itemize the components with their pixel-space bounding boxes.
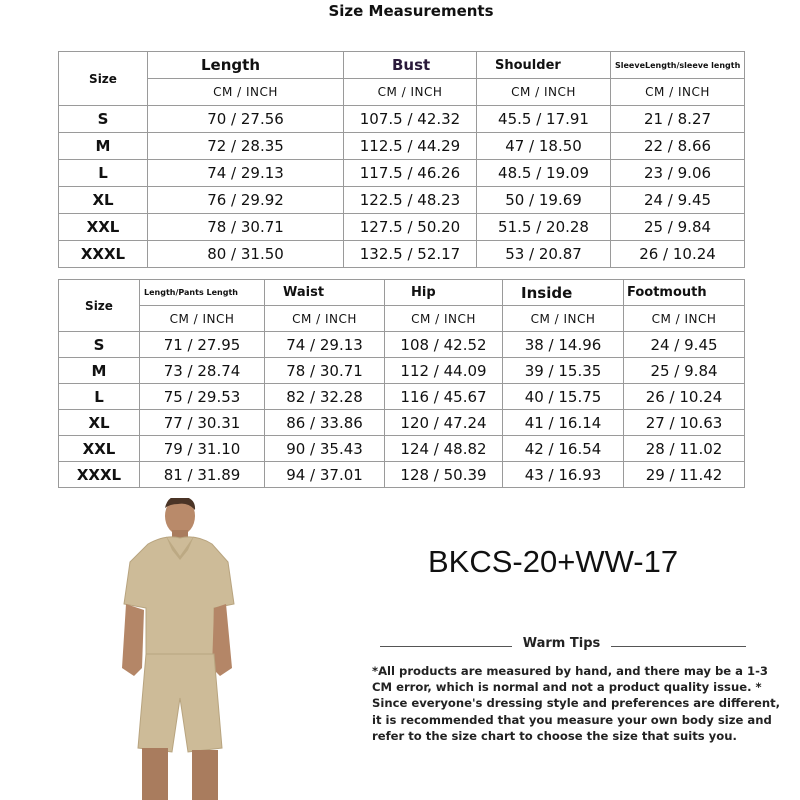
- measurement-cell: 112.5 / 44.29: [344, 133, 477, 160]
- measurement-cell: 27 / 10.63: [624, 410, 745, 436]
- measurement-cell: 120 / 47.24: [385, 410, 503, 436]
- measurement-cell: 112 / 44.09: [385, 358, 503, 384]
- column-header-inside: Inside: [503, 280, 624, 306]
- measurement-cell: 38 / 14.96: [503, 332, 624, 358]
- page-title: Size Measurements: [328, 2, 494, 20]
- unit-label: CM / INCH: [385, 306, 503, 332]
- measurement-cell: 28 / 11.02: [624, 436, 745, 462]
- measurement-cell: 71 / 27.95: [140, 332, 265, 358]
- measurement-cell: 77 / 30.31: [140, 410, 265, 436]
- measurement-cell: 116 / 45.67: [385, 384, 503, 410]
- measurement-cell: 41 / 16.14: [503, 410, 624, 436]
- measurement-cell: 127.5 / 50.20: [344, 214, 477, 241]
- measurement-cell: 86 / 33.86: [265, 410, 385, 436]
- table-row: [59, 214, 745, 241]
- column-header-hip: Hip: [385, 280, 503, 306]
- column-header-length: Length: [148, 52, 344, 79]
- pants-size-table: [58, 279, 745, 488]
- measurement-cell: 50 / 19.69: [477, 187, 611, 214]
- measurement-cell: 43 / 16.93: [503, 462, 624, 488]
- measurement-cell: 45.5 / 17.91: [477, 106, 611, 133]
- measurement-cell: 90 / 35.43: [265, 436, 385, 462]
- column-header-bust: Bust: [344, 52, 477, 79]
- unit-label: CM / INCH: [148, 79, 344, 106]
- size-cell: XXL: [59, 436, 140, 462]
- table-row: [59, 106, 745, 133]
- size-cell: S: [59, 106, 148, 133]
- unit-label: CM / INCH: [140, 306, 265, 332]
- size-cell: XXXL: [59, 241, 148, 268]
- size-header: Size: [59, 280, 140, 332]
- measurement-cell: 117.5 / 46.26: [344, 160, 477, 187]
- table-row: [59, 462, 745, 488]
- measurement-cell: 73 / 28.74: [140, 358, 265, 384]
- size-cell: M: [59, 358, 140, 384]
- size-cell: M: [59, 133, 148, 160]
- measurement-cell: 128 / 50.39: [385, 462, 503, 488]
- warm-tips-title: Warm Tips: [522, 636, 601, 651]
- tips-line: Since everyone's dressing style and preferences are different,: [372, 696, 781, 711]
- measurement-cell: 42 / 16.54: [503, 436, 624, 462]
- size-header: Size: [59, 52, 148, 106]
- size-cell: XXL: [59, 214, 148, 241]
- unit-label: CM / INCH: [503, 306, 624, 332]
- measurement-cell: 72 / 28.35: [148, 133, 344, 160]
- measurement-cell: 29 / 11.42: [624, 462, 745, 488]
- measurement-cell: 75 / 29.53: [140, 384, 265, 410]
- measurement-cell: 47 / 18.50: [477, 133, 611, 160]
- table-row: [59, 160, 745, 187]
- size-cell: L: [59, 160, 148, 187]
- tips-line: refer to the size chart to choose the size that suits you.: [372, 728, 737, 743]
- table-row: [59, 241, 745, 268]
- shirt-size-table: [58, 51, 745, 268]
- measurement-cell: 23 / 9.06: [611, 160, 745, 187]
- measurement-cell: 76 / 29.92: [148, 187, 344, 214]
- measurement-cell: 39 / 15.35: [503, 358, 624, 384]
- measurement-cell: 78 / 30.71: [265, 358, 385, 384]
- table-row: [59, 436, 745, 462]
- unit-label: CM / INCH: [624, 306, 745, 332]
- table-row: [59, 410, 745, 436]
- measurement-cell: 81 / 31.89: [140, 462, 265, 488]
- measurement-cell: 24 / 9.45: [611, 187, 745, 214]
- column-header-sleeve: SleeveLength/sleeve length: [611, 52, 745, 79]
- measurement-cell: 74 / 29.13: [265, 332, 385, 358]
- measurement-cell: 51.5 / 20.28: [477, 214, 611, 241]
- measurement-cell: 26 / 10.24: [611, 241, 745, 268]
- unit-label: CM / INCH: [611, 79, 745, 106]
- column-header-pants-length: Length/Pants Length: [140, 280, 265, 306]
- size-cell: S: [59, 332, 140, 358]
- column-header-footmouth: Footmouth: [624, 280, 745, 306]
- size-cell: XXXL: [59, 462, 140, 488]
- measurement-cell: 122.5 / 48.23: [344, 187, 477, 214]
- unit-label: CM / INCH: [477, 79, 611, 106]
- table-row: [59, 332, 745, 358]
- tips-divider-left: [380, 646, 512, 647]
- measurement-cell: 108 / 42.52: [385, 332, 503, 358]
- measurement-cell: 40 / 15.75: [503, 384, 624, 410]
- measurement-cell: 74 / 29.13: [148, 160, 344, 187]
- warm-tips-text: [372, 663, 781, 744]
- measurement-cell: 94 / 37.01: [265, 462, 385, 488]
- measurement-cell: 79 / 31.10: [140, 436, 265, 462]
- measurement-cell: 78 / 30.71: [148, 214, 344, 241]
- measurement-cell: 48.5 / 19.09: [477, 160, 611, 187]
- measurement-cell: 132.5 / 52.17: [344, 241, 477, 268]
- unit-label: CM / INCH: [265, 306, 385, 332]
- measurement-cell: 26 / 10.24: [624, 384, 745, 410]
- measurement-cell: 25 / 9.84: [624, 358, 745, 384]
- model-right-leg: [192, 750, 218, 800]
- measurement-cell: 82 / 32.28: [265, 384, 385, 410]
- unit-label: CM / INCH: [344, 79, 477, 106]
- tips-line: CM error, which is normal and not a product quality issue. *: [372, 680, 762, 695]
- measurement-cell: 70 / 27.56: [148, 106, 344, 133]
- model-photo: [108, 498, 248, 800]
- model-shorts: [138, 654, 222, 752]
- measurement-cell: 124 / 48.82: [385, 436, 503, 462]
- measurement-cell: 21 / 8.27: [611, 106, 745, 133]
- measurement-cell: 53 / 20.87: [477, 241, 611, 268]
- size-cell: L: [59, 384, 140, 410]
- measurement-cell: 80 / 31.50: [148, 241, 344, 268]
- tips-divider-right: [611, 646, 746, 647]
- table-row: [59, 187, 745, 214]
- table-row: [59, 133, 745, 160]
- measurement-cell: 107.5 / 42.32: [344, 106, 477, 133]
- size-cell: XL: [59, 187, 148, 214]
- size-cell: XL: [59, 410, 140, 436]
- product-code: BKCS-20+WW-17: [428, 544, 679, 579]
- measurement-cell: 24 / 9.45: [624, 332, 745, 358]
- measurement-cell: 25 / 9.84: [611, 214, 745, 241]
- model-left-leg: [142, 748, 168, 800]
- model-left-arm: [122, 604, 144, 676]
- tips-line: it is recommended that you measure your own body size and: [372, 712, 772, 727]
- column-header-waist: Waist: [265, 280, 385, 306]
- table-row: [59, 384, 745, 410]
- column-header-shoulder: Shoulder: [477, 52, 611, 79]
- table-row: [59, 358, 745, 384]
- measurement-cell: 22 / 8.66: [611, 133, 745, 160]
- tips-line: *All products are measured by hand, and there may be a 1-3: [372, 664, 768, 678]
